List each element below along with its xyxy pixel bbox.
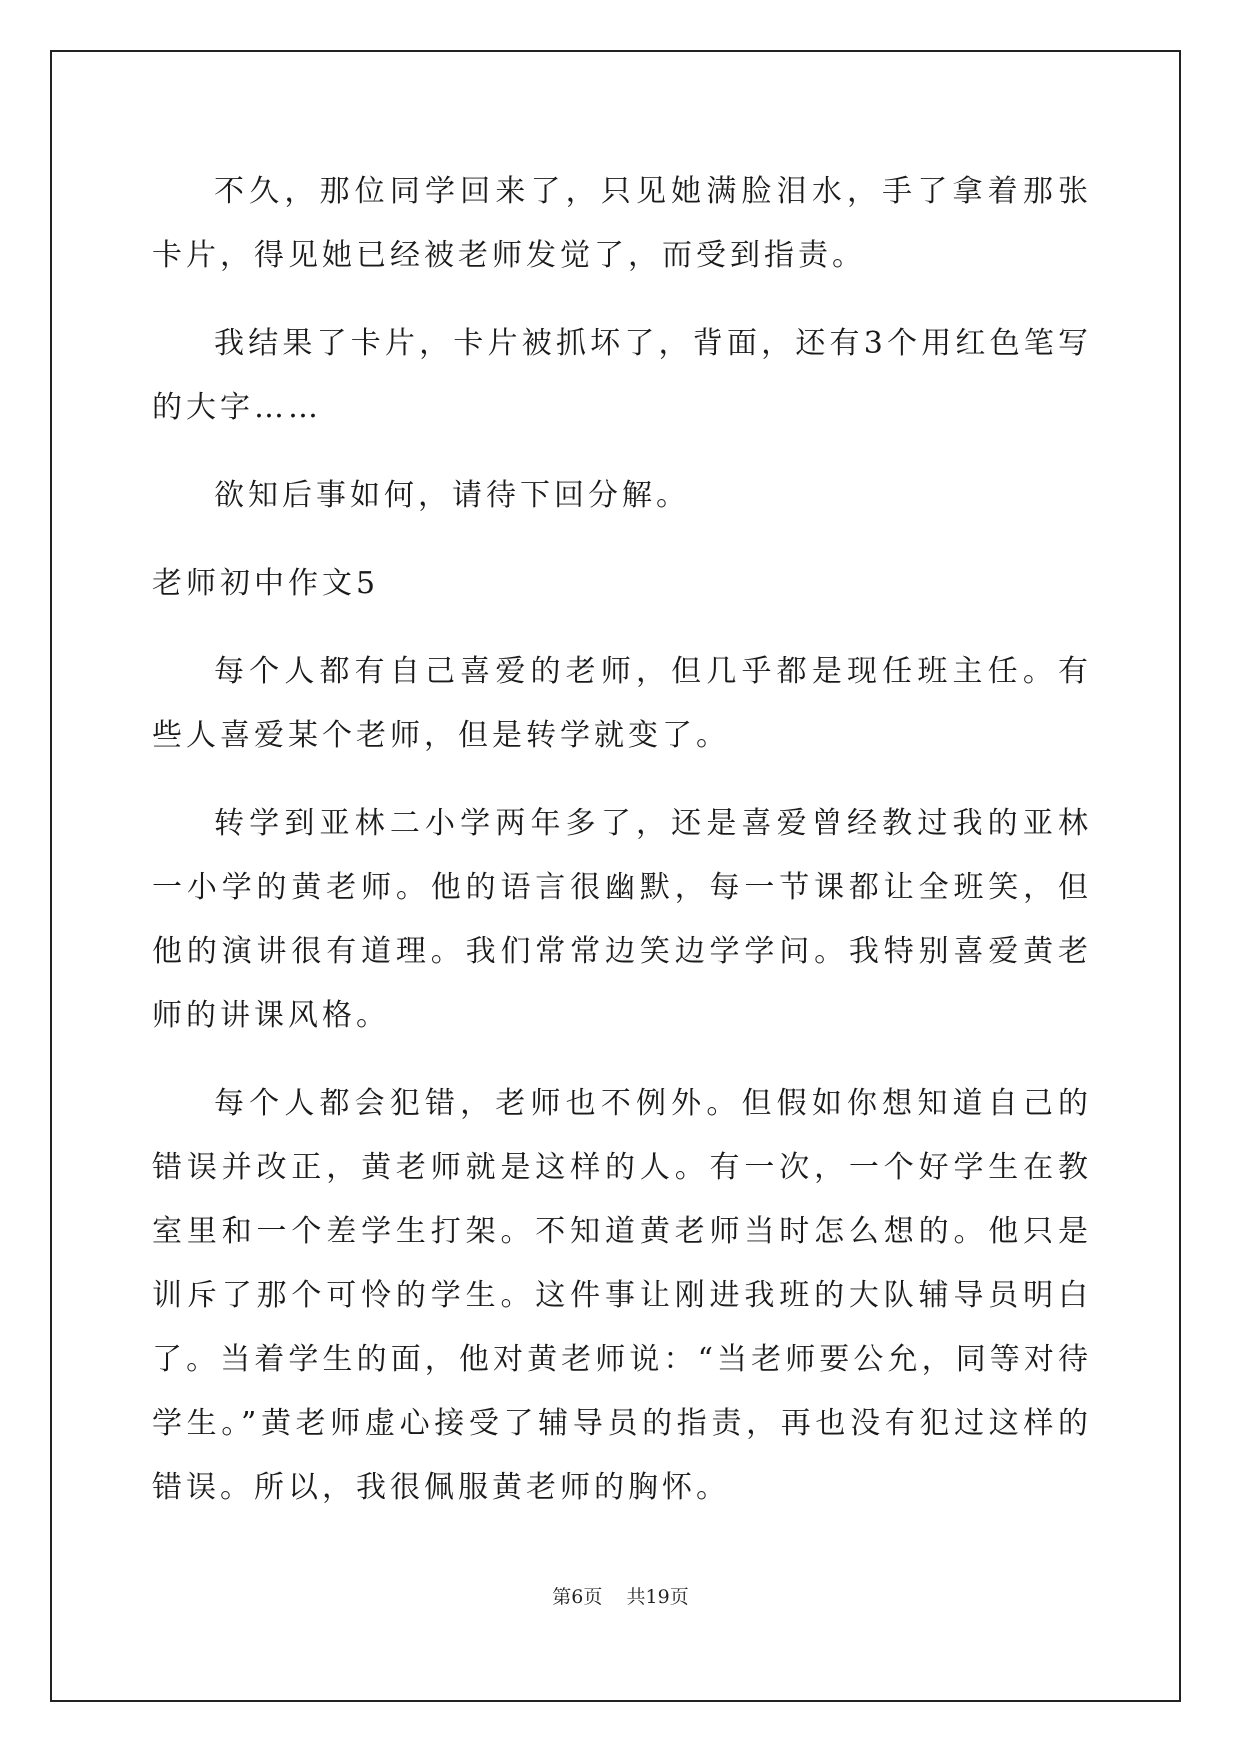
paragraph: 每个人都有自己喜爱的老师，但几乎都是现任班主任。有些人喜爱某个老师，但是转学就变了。 — [152, 654, 1092, 753]
page-footer — [0, 1582, 1241, 1609]
footer-spacer — [602, 1586, 626, 1608]
paragraph: 我结果了卡片，卡片被抓坏了，背面，还有3个用红色笔写的大字…… — [152, 326, 1092, 425]
paragraph: 转学到亚林二小学两年多了，还是喜爱曾经教过我的亚林一小学的黄老师。他的语言很幽默，每一节课都让全班笑，但他的演讲很有道理。我们常常边笑边学学问。我特别喜爱黄老师的讲课风格。 — [152, 806, 1092, 1033]
page-number: 第6页 — [552, 1586, 603, 1608]
total-pages: 共19页 — [626, 1586, 689, 1608]
paragraph: 不久，那位同学回来了，只见她满脸泪水，手了拿着那张卡片，得见她已经被老师发觉了，而受到指责。 — [152, 174, 1092, 273]
document-body — [152, 160, 1092, 1544]
paragraph: 欲知后事如何，请待下回分解。 — [214, 478, 690, 513]
section-title: 老师初中作文5 — [152, 566, 380, 601]
paragraph: 每个人都会犯错，老师也不例外。但假如你想知道自己的错误并改正，黄老师就是这样的人。有一次，一个好学生在教室里和一个差学生打架。不知道黄老师当时怎么想的。他只是训斥了那个可怜的学生。这件事让刚进我班的大队辅导员明白了。当着学生的面，他对黄老师说：“当老师要公允，同等对待学生。”黄老师虚心接受了辅导员的指责，再也没有犯过这样的错误。所以，我很佩服黄老师的胸怀。 — [152, 1086, 1092, 1505]
